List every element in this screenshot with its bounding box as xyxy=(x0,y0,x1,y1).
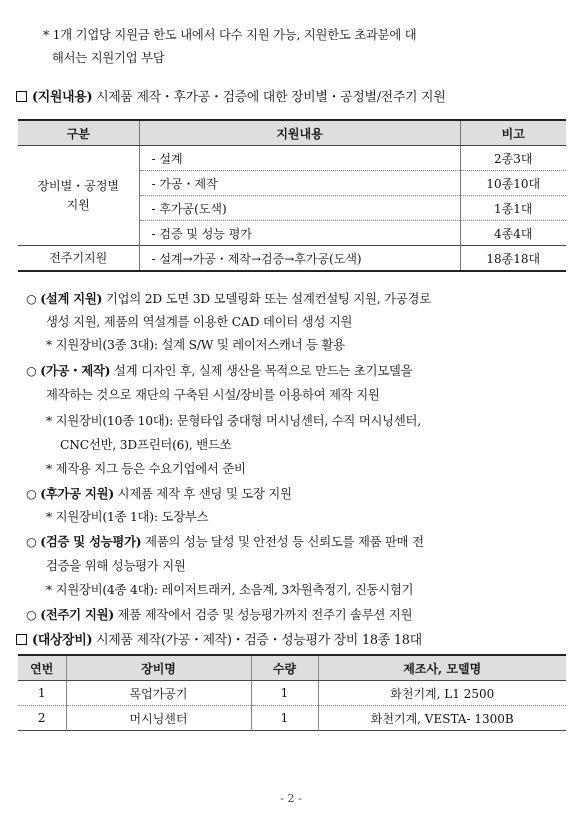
bullet-circle-icon: ○ xyxy=(26,364,41,378)
item-text: 설계 디자인 후, 실제 생산을 목적으로 만드는 초기모델을 xyxy=(110,364,413,378)
list-item-note: * 지원장비(10종 10대): 문형타입 중대형 머시닝센터, 수직 머시닝센터, xyxy=(46,414,421,428)
content-cell: - 설계 xyxy=(139,146,460,171)
list-item-lifecycle xyxy=(26,605,412,623)
note-top-line1: * 1개 기업당 지원금 한도 내에서 다수 지원 가능, 지원한도 초과분에 대 xyxy=(43,28,417,42)
bullet-circle-icon: ○ xyxy=(26,487,41,501)
col-header-manufacturer-model: 제조사, 모델명 xyxy=(318,655,566,681)
list-item-note: * 제작용 지그 등은 수요기업에서 준비 xyxy=(46,462,246,476)
list-item-post-processing xyxy=(26,484,292,502)
content-cell: - 가공・제작 xyxy=(139,171,460,196)
section-heading-support xyxy=(16,86,445,105)
item-label: (설계 지원) xyxy=(40,291,103,306)
cell-manufacturer-model: 화천기계, L1 2500 xyxy=(318,681,566,706)
cell-quantity: 1 xyxy=(251,681,318,706)
item-label: (전주기 지원) xyxy=(40,607,114,622)
col-header-equipment-name: 장비명 xyxy=(66,655,251,681)
section-heading-text: 시제품 제작・후가공・검증에 대한 장비별・공정별/전주기 지원 xyxy=(92,90,446,105)
item-text: 시제품 제작 후 샌딩 및 도장 지원 xyxy=(113,487,292,501)
checkbox-square-icon xyxy=(16,91,27,102)
cell-equipment-name: 머시닝센터 xyxy=(66,706,251,731)
bullet-circle-icon: ○ xyxy=(26,608,41,622)
category-cell-equipment xyxy=(18,146,139,246)
checkbox-square-icon xyxy=(16,634,27,645)
page-number: - 2 - xyxy=(280,792,302,805)
cell-number: 1 xyxy=(18,681,66,706)
section-heading-label: (대상장비) xyxy=(32,633,93,648)
cell-equipment-name: 목업가공기 xyxy=(66,681,251,706)
section-heading-text: 시제품 제작(가공・제작)・검증・성능평가 장비 18종 18대 xyxy=(92,633,422,648)
table-header-row xyxy=(18,120,566,146)
col-header-note: 비고 xyxy=(460,120,566,146)
category-line2: 지원 xyxy=(66,197,90,212)
col-header-content: 지원내용 xyxy=(139,120,460,146)
col-header-quantity: 수량 xyxy=(251,655,318,681)
list-item-text: 생성 지원, 제품의 역설계를 이용한 CAD 데이터 생성 지원 xyxy=(46,315,353,329)
item-label: (가공・제작) xyxy=(40,363,111,378)
list-item-note-cont: CNC선반, 3D프린터(6), 밴드쏘 xyxy=(60,438,232,452)
note-cell: 10종10대 xyxy=(460,171,566,196)
col-header-category: 구분 xyxy=(18,120,139,146)
cell-number: 2 xyxy=(18,706,66,731)
section-heading-equipment xyxy=(16,629,422,648)
item-text: 제품 제작에서 검증 및 성능평가까지 전주기 솔루션 지원 xyxy=(113,608,413,622)
item-label: (후가공 지원) xyxy=(40,486,114,501)
section-heading-label: (지원내용) xyxy=(32,90,93,105)
list-item-design xyxy=(26,289,431,307)
note-cell: 1종1대 xyxy=(460,196,566,221)
table-row xyxy=(18,681,566,706)
list-item-text: 검증을 위해 성능평가 지원 xyxy=(46,559,186,573)
note-top-line2: 해서는 지원기업 부담 xyxy=(52,51,165,65)
list-item-note: * 지원장비(1종 1대): 도장부스 xyxy=(46,510,209,524)
note-cell: 18종18대 xyxy=(460,246,566,272)
target-equipment-table xyxy=(18,654,566,731)
note-cell: 2종3대 xyxy=(460,146,566,171)
content-cell: - 후가공(도색) xyxy=(139,196,460,221)
content-cell: - 검증 및 성능 평가 xyxy=(151,226,252,241)
category-line1: 장비별・공정별 xyxy=(37,178,120,193)
category-cell-lifecycle: 전주기지원 xyxy=(18,246,139,272)
list-item-machining xyxy=(26,361,412,379)
list-item-text: 제작하는 것으로 재단의 구축된 시설/장비를 이용하여 제작 지원 xyxy=(46,388,380,402)
cell-manufacturer-model: 화천기계, VESTA- 1300B xyxy=(370,711,514,726)
table-row xyxy=(18,246,566,272)
list-item-note: * 지원장비(3종 3대): 설계 S/W 및 레이저스캐너 등 활용 xyxy=(46,338,345,352)
bullet-circle-icon: ○ xyxy=(26,292,41,306)
support-content-table xyxy=(18,119,566,272)
list-item-note: * 지원장비(4종 4대): 레이저트래커, 소음계, 3차원측정기, 진동시험기 xyxy=(46,583,414,597)
list-item-verification xyxy=(26,532,424,550)
cell-quantity: 1 xyxy=(251,706,318,731)
note-cell: 4종4대 xyxy=(460,221,566,246)
table-header-row xyxy=(18,655,566,681)
table-row xyxy=(18,146,566,171)
content-cell: - 설계→가공・제작→검증→후가공(도색) xyxy=(139,246,460,272)
col-header-number: 연번 xyxy=(18,655,66,681)
table-row xyxy=(18,706,566,731)
item-label: (검증 및 성능평가) xyxy=(40,534,142,549)
item-text: 제품의 성능 달성 및 안전성 등 신뢰도를 제품 판매 전 xyxy=(141,535,424,549)
item-text: 기업의 2D 도면 3D 모델링화 또는 설계컨설팅 지원, 가공경로 xyxy=(102,292,431,306)
bullet-circle-icon: ○ xyxy=(26,535,41,549)
